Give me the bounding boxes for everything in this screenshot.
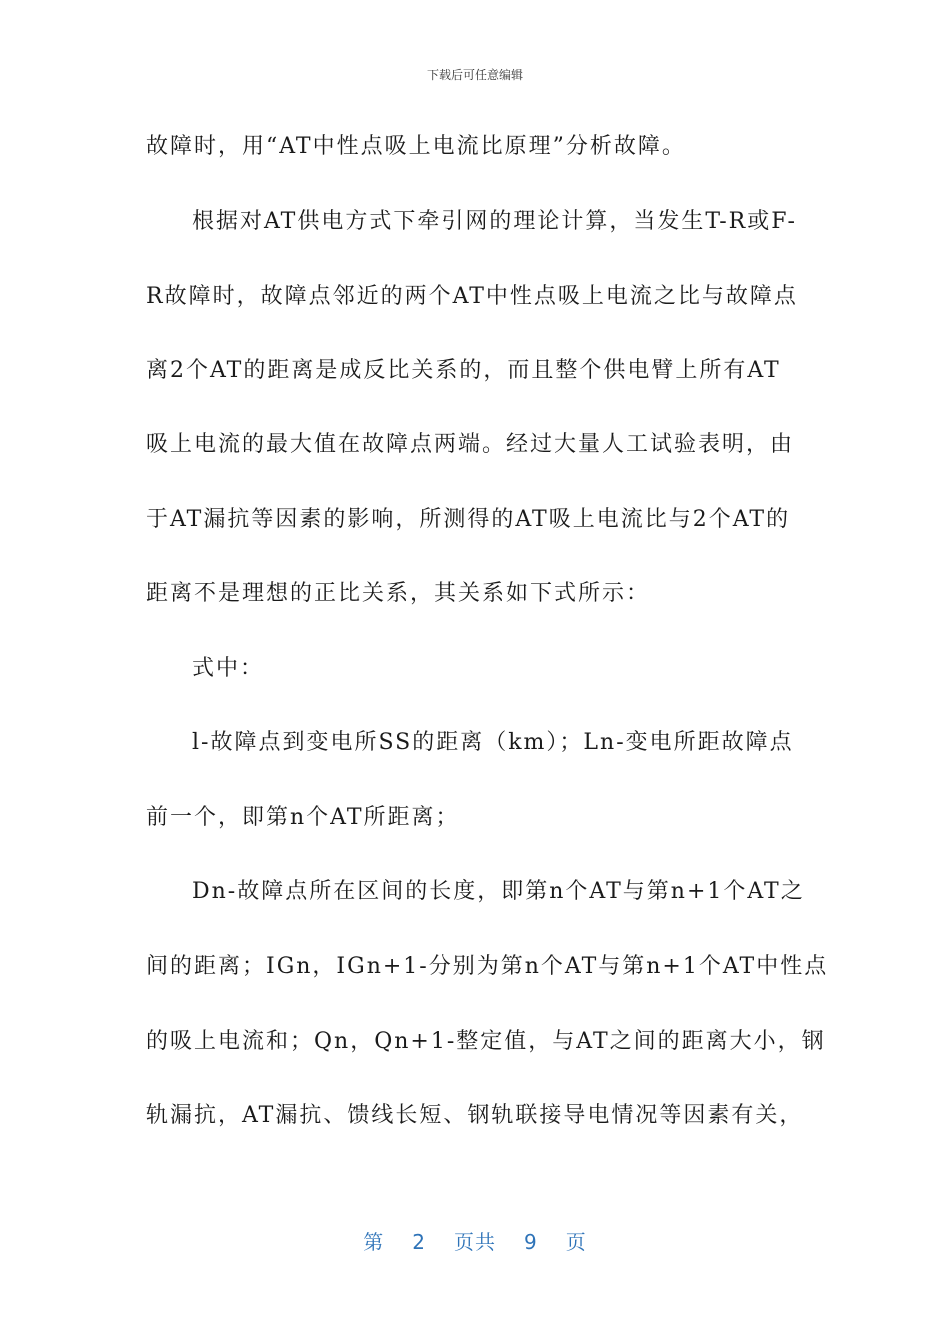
body-line-8: 式中： — [192, 656, 265, 681]
footer-total-pages: 9 — [524, 1230, 538, 1254]
body-line-1: 故障时，用“AT中性点吸上电流比原理”分析故障。 — [146, 134, 686, 159]
footer-suffix: 页 — [565, 1230, 587, 1254]
body-line-2: 根据对AT供电方式下牵引网的理论计算，当发生T-R或F- — [192, 209, 797, 234]
body-line-5: 吸上电流的最大值在故障点两端。经过大量人工试验表明，由 — [146, 432, 795, 457]
body-line-11: Dn-故障点所在区间的长度，即第n个AT与第n+1个AT之 — [192, 879, 805, 904]
body-line-3: R故障时，故障点邻近的两个AT中性点吸上电流之比与故障点 — [146, 284, 798, 309]
footer-middle: 页共 — [454, 1230, 496, 1254]
body-line-14: 轨漏抗，AT漏抗、馈线长短、钢轨联接导电情况等因素有关， — [146, 1103, 804, 1128]
body-line-6: 于AT漏抗等因素的影响，所测得的AT吸上电流比与2个AT的 — [146, 507, 791, 532]
body-line-12: 间的距离；IGn，IGn+1-分别为第n个AT与第n+1个AT中性点 — [146, 954, 829, 979]
footer-prefix: 第 — [363, 1230, 385, 1254]
body-line-7: 距离不是理想的正比关系，其关系如下式所示： — [146, 581, 651, 606]
page-footer — [0, 1226, 950, 1255]
body-line-10: 前一个，即第n个AT所距离； — [146, 805, 460, 830]
body-line-9: l-故障点到变电所SS的距离（km）；Ln-变电所距故障点 — [192, 730, 794, 755]
footer-page-number: 2 — [412, 1230, 426, 1254]
body-line-13: 的吸上电流和；Qn，Qn+1-整定值，与AT之间的距离大小，钢 — [146, 1029, 826, 1054]
page-header: 下载后可任意编辑 — [426, 68, 523, 82]
body-line-4: 离2个AT的距离是成反比关系的，而且整个供电臂上所有AT — [146, 358, 781, 383]
